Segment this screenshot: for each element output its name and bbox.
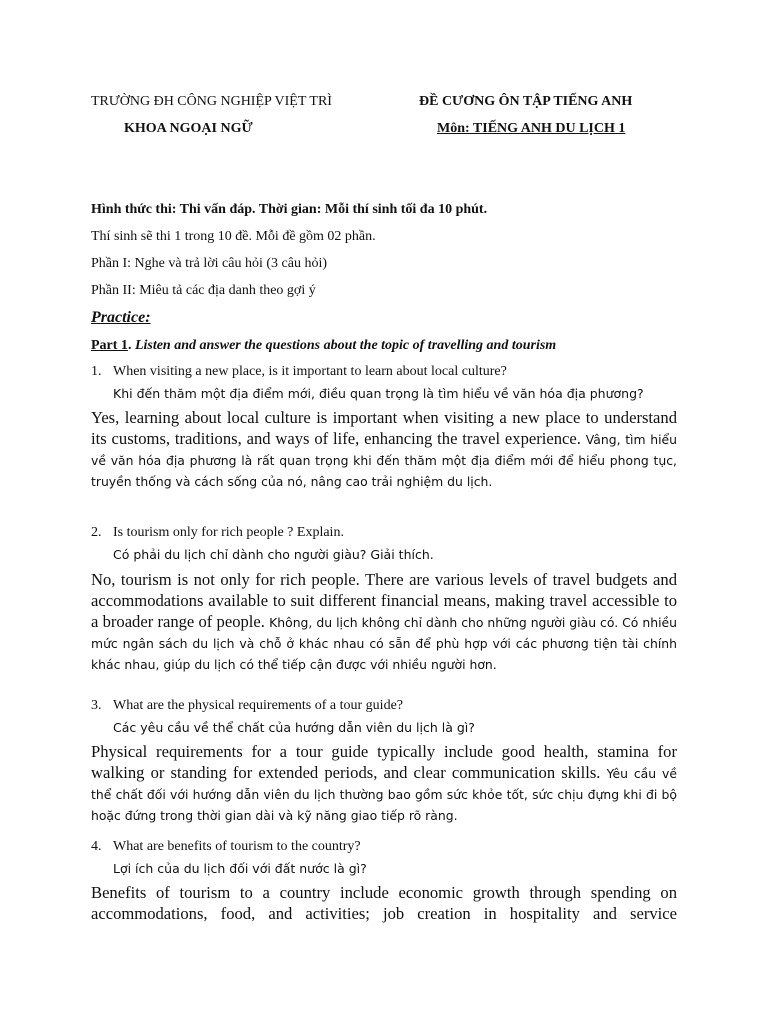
- part-1-heading: [91, 338, 556, 354]
- document-title: ĐỀ CƯƠNG ÔN TẬP TIẾNG ANH: [419, 94, 633, 109]
- question-number: 4.: [91, 839, 102, 854]
- answer-vietnamese: Không, du lịch không chỉ dành cho những người giàu có. Có nhiều mức ngân sách du lịch và chỗ ở khác nhau có sẵn để phù hợp với các phương tiện tài chính khác nhau, giúp du lịch có thể tiếp cận được với nhiều người hơn.: [91, 615, 678, 672]
- question-4: [91, 839, 361, 855]
- answer-english: No, tourism is not only for rich people. There are various levels of travel budgets and accommodations available to suit different financial means, making travel accessible to a broader range of people.: [91, 570, 677, 631]
- answer-english: Yes, learning about local culture is important when visiting a new place to understand its customs, traditions, and ways of life, enhancing the travel experience.: [91, 408, 677, 448]
- faculty-name: [124, 121, 253, 137]
- question-3: [91, 698, 403, 714]
- question-3-vietnamese: Các yêu cầu về thể chất của hướng dẫn viên du lịch là gì?: [113, 720, 475, 735]
- school-name: TRƯỜNG ĐH CÔNG NGHIỆP VIỆT TRÌ: [91, 94, 332, 109]
- faculty-name-text: KHOA NGOẠI NGỮ: [124, 121, 253, 136]
- question-2: [91, 525, 344, 541]
- answer-1: [91, 407, 677, 491]
- intro-line-2: Phần I: Nghe và trả lời câu hỏi (3 câu hỏi): [91, 256, 327, 271]
- part-1-instruction: Listen and answer the questions about the topic of travelling and tourism: [131, 338, 557, 353]
- question-1: [91, 364, 507, 380]
- intro-line-3: Phần II: Miêu tả các địa danh theo gợi ý: [91, 283, 316, 298]
- question-2-vietnamese: Có phải du lịch chỉ dành cho người giàu? Giải thích.: [113, 547, 434, 562]
- answer-vietnamese: Yêu cầu về thể chất đối với hướng dẫn viên du lịch thường bao gồm sức khỏe tốt, sức chịu đựng khi đi bộ hoặc đứng trong thời gian dài và kỹ năng giao tiếp rõ ràng.: [91, 766, 677, 823]
- practice-heading: Practice:: [91, 309, 151, 326]
- question-text: When visiting a new place, is it important to learn about local culture?: [113, 364, 507, 379]
- question-text: Is tourism only for rich people ? Explain.: [113, 525, 344, 540]
- subject-title: Môn: TIẾNG ANH DU LỊCH 1: [437, 121, 626, 136]
- question-text: What are benefits of tourism to the country?: [113, 839, 361, 854]
- question-number: 3.: [91, 698, 102, 713]
- part-1-separator: .: [127, 338, 132, 353]
- exam-format: Hình thức thi: Thi vấn đáp. Thời gian: Mỗi thí sinh tối đa 10 phút.: [91, 202, 488, 217]
- answer-english: Benefits of tourism to a country include economic growth through spending on accommodations, food, and activities; job creation in hospitality and service: [91, 883, 677, 923]
- question-number: 2.: [91, 525, 102, 540]
- answer-english: Physical requirements for a tour guide typically include good health, stamina for walking or standing for extended periods, and clear communication skills.: [91, 742, 677, 782]
- answer-2: [91, 569, 677, 674]
- question-text: What are the physical requirements of a tour guide?: [113, 698, 403, 713]
- answer-4: [91, 882, 677, 924]
- answer-vietnamese: Vâng, tìm hiểu về văn hóa địa phương là rất quan trọng khi đến thăm một địa điểm mới để hiểu phong tục, truyền thống và cách sống của nó, nâng cao trải nghiệm du lịch.: [91, 432, 677, 489]
- question-1-vietnamese: Khi đến thăm một địa điểm mới, điều quan trọng là tìm hiểu về văn hóa địa phương?: [113, 386, 644, 401]
- intro-line-1: Thí sinh sẽ thi 1 trong 10 đề. Mỗi đề gồm 02 phần.: [91, 229, 376, 244]
- answer-3: [91, 741, 677, 825]
- question-4-vietnamese: Lợi ích của du lịch đối với đất nước là gì?: [113, 861, 367, 876]
- part-1-label: Part 1: [91, 338, 128, 353]
- question-number: 1.: [91, 364, 102, 379]
